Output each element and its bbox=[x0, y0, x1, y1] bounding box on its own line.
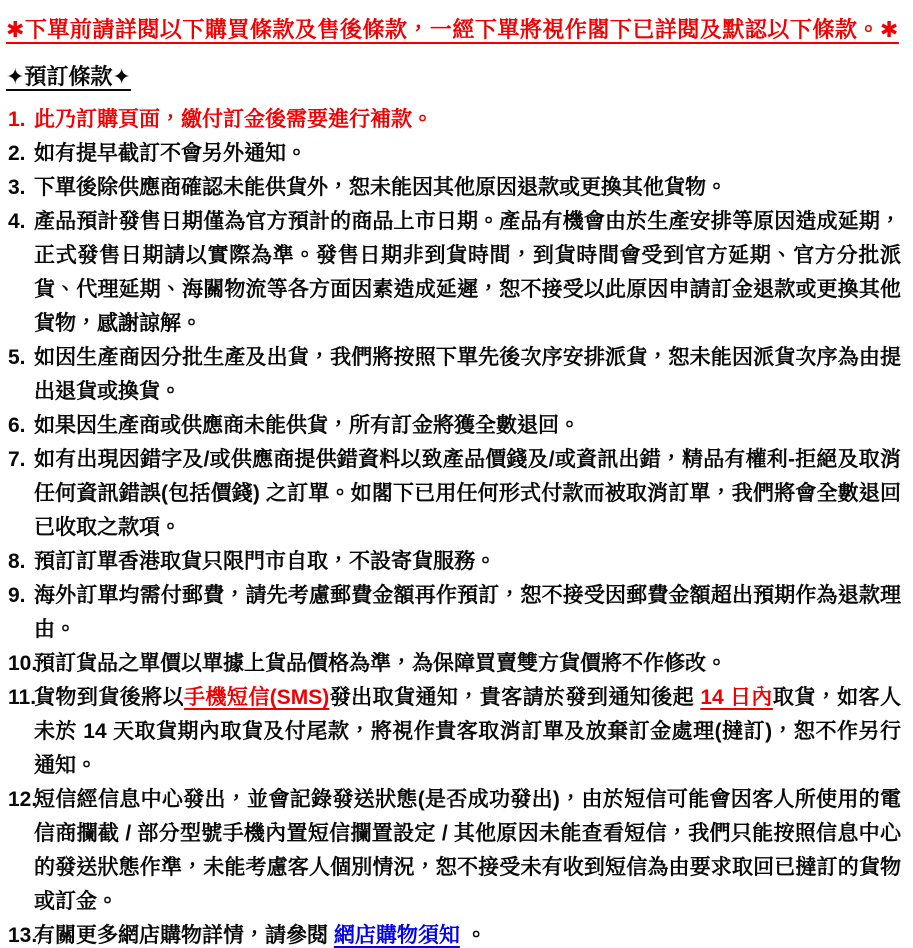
term-item-5 bbox=[6, 341, 903, 409]
term-number: 9. bbox=[8, 584, 26, 607]
term-text: 如有出現因錯字及/或供應商提供錯資料以致產品價錢及/或資訊出錯，精品有權利-拒絕及取消任何資訊錯誤(包括價錢) 之訂單。如閣下已用任何形式付款而被取消訂單，我們將會全數退回已收取之款項。 bbox=[34, 448, 901, 539]
term-text-segment: 取貨，如客人未於 14 天取貨期內取貨及付尾款，將視作貴客取消訂單及放棄訂金處理(撻訂)，恕不作另行通知。 bbox=[34, 686, 901, 777]
term-number: 5. bbox=[8, 346, 26, 369]
term-number: 13. bbox=[8, 924, 38, 947]
term-text: 預訂訂單香港取貨只限門市自取，不設寄貨服務。 bbox=[34, 550, 496, 573]
term-text: 如有提早截訂不會另外通知。 bbox=[34, 142, 307, 165]
term-text-segment: 有關更多網店購物詳情，請參閱 bbox=[34, 924, 334, 947]
term-number: 4. bbox=[8, 210, 26, 233]
term-item-12 bbox=[6, 783, 903, 919]
term-item-3 bbox=[6, 171, 903, 205]
terms-list bbox=[6, 103, 903, 948]
term-number: 8. bbox=[8, 550, 26, 573]
term-text: 預訂貨品之單價以單據上貨品價格為準，為保障買賣雙方貨價將不作修改。 bbox=[34, 652, 727, 675]
term-number: 11. bbox=[8, 686, 37, 709]
term-number: 10. bbox=[8, 652, 38, 675]
term-text-segment: 貨物到貨後將以 bbox=[34, 686, 185, 709]
term-item-10 bbox=[6, 647, 903, 681]
term-number: 7. bbox=[8, 448, 26, 471]
term-item-13 bbox=[6, 919, 903, 948]
section-title-preorder-terms: ✦預訂條款✦ bbox=[6, 64, 131, 89]
pickup-deadline-highlight: 14 日內 bbox=[700, 686, 773, 709]
term-text-segment: 。 bbox=[459, 924, 487, 947]
term-number: 2. bbox=[8, 142, 26, 165]
term-item-9 bbox=[6, 579, 903, 647]
term-number: 1. bbox=[8, 108, 26, 131]
term-text: 如果因生產商或供應商未能供貨，所有訂金將獲全數退回。 bbox=[34, 414, 580, 437]
term-item-4 bbox=[6, 205, 903, 341]
shop-guide-link[interactable]: 網店購物須知 bbox=[333, 924, 460, 947]
term-text: 產品預計發售日期僅為官方預計的商品上市日期。產品有機會由於生產安排等原因造成延期，正式發售日期請以實際為準。發售日期非到貨時間，到貨時間會受到官方延期、官方分批派貨、代理延期、海關物流等各方面因素造成延遲，恕不接受以此原因申請訂金退款或更換其他貨物，感謝諒解。 bbox=[34, 210, 901, 335]
term-number: 6. bbox=[8, 414, 26, 437]
term-text: 此乃訂購頁面，繳付訂金後需要進行補款。 bbox=[34, 108, 433, 131]
term-text: 短信經信息中心發出，並會記錄發送狀態(是否成功發出)，由於短信可能會因客人所使用的電信商攔截 / 部分型號手機內置短信攔置設定 / 其他原因未能查看短信，我們只能按照信息中心的發送狀態作準，未能考慮客人個別情況，恕不接受未有收到短信為由要求取回已撻訂的貨物或訂金。 bbox=[34, 788, 901, 913]
term-text: 如因生產商因分批生產及出貨，我們將按照下單先後次序安排派貨，恕未能因派貨次序為由提出退貨或換貨。 bbox=[34, 346, 901, 403]
term-number: 3. bbox=[8, 176, 26, 199]
sms-notice-highlight: 手機短信(SMS) bbox=[184, 686, 330, 709]
term-item-8 bbox=[6, 545, 903, 579]
term-item-2 bbox=[6, 137, 903, 171]
term-item-7 bbox=[6, 443, 903, 545]
term-text bbox=[34, 919, 903, 948]
preorder-warning-banner: ✱下單前請詳閱以下購買條款及售後條款，一經下單將視作閣下已詳閱及默認以下條款。✱ bbox=[6, 17, 899, 42]
term-item-1 bbox=[6, 103, 903, 137]
term-text: 下單後除供應商確認未能供貨外，恕未能因其他原因退款或更換其他貨物。 bbox=[34, 176, 727, 199]
term-text-segment: 發出取貨通知，貴客請於發到通知後起 bbox=[329, 686, 701, 709]
term-number: 12. bbox=[8, 788, 38, 811]
term-item-6 bbox=[6, 409, 903, 443]
term-text: 海外訂單均需付郵費，請先考慮郵費金額再作預訂，恕不接受因郵費金額超出預期作為退款理由。 bbox=[34, 584, 901, 641]
term-item-11 bbox=[6, 681, 903, 783]
term-text bbox=[34, 681, 903, 783]
